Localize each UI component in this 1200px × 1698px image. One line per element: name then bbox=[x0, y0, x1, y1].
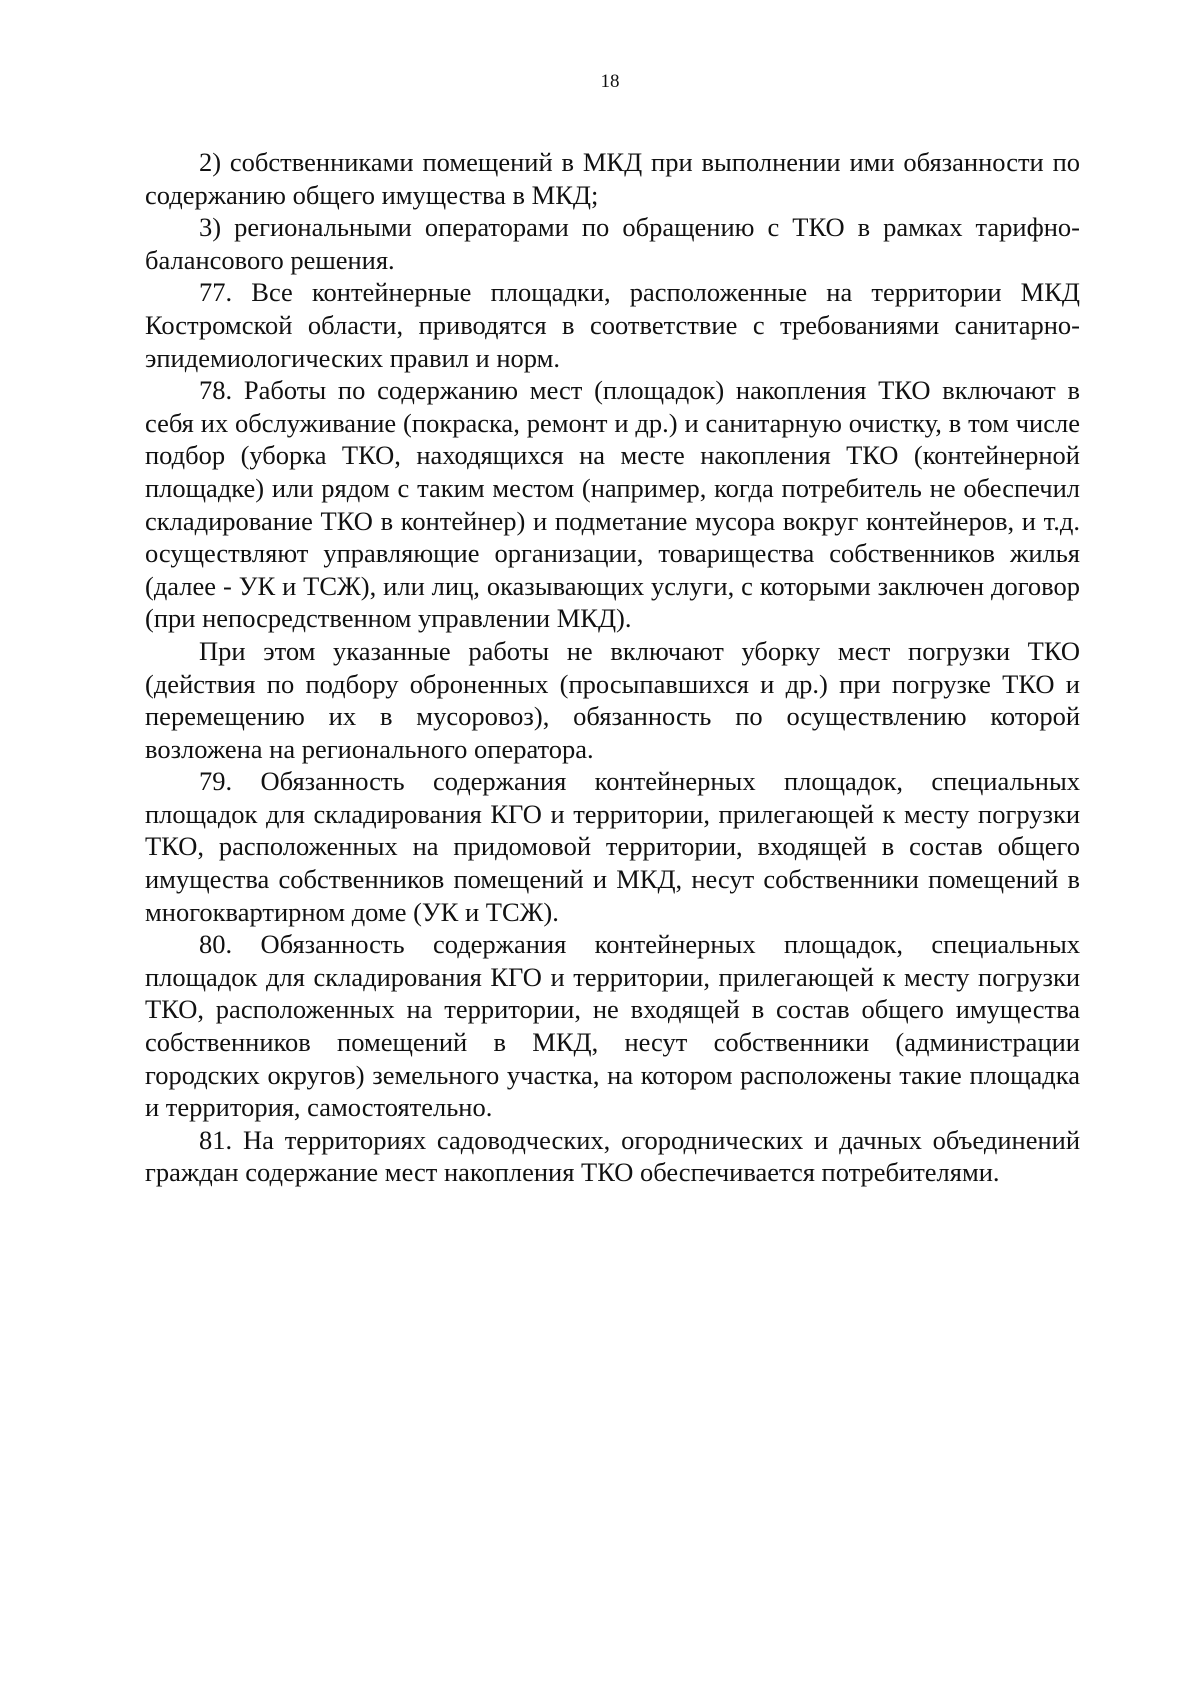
document-body bbox=[145, 146, 1080, 1189]
paragraph-78-continuation: При этом указанные работы не включают уборку мест погрузки ТКО (действия по подбору оброненных (просыпавшихся и др.) при погрузке ТКО и перемещению их в мусоровоз), обязанность по осуществлению которой возложена на регионального оператора. bbox=[145, 635, 1080, 764]
paragraph-item-2: 2) собственниками помещений в МКД при выполнении ими обязанности по содержанию общего имущества в МКД; bbox=[145, 147, 1080, 210]
paragraph-80: 80. Обязанность содержания контейнерных площадок, специальных площадок для складирования КГО и территории, прилегающей к месту погрузки ТКО, расположенных на территории, не входящей в состав общего имущества собственников помещений в МКД, несут собственники (администрации городских округов) земельного участка, на котором расположены такие площадка и территория, самостоятельно. bbox=[145, 929, 1080, 1123]
paragraph-81: 81. На территориях садоводческих, огороднических и дачных объединений граждан содержание мест накопления ТКО обеспечивается потребителями. bbox=[145, 1124, 1080, 1188]
paragraph-item-3: 3) региональными операторами по обращению с ТКО в рамках тарифно-балансового решения. bbox=[145, 212, 1080, 275]
paragraph-79: 79. Обязанность содержания контейнерных площадок, специальных площадок для складирования КГО и территории, прилегающей к месту погрузки ТКО, расположенных на придомовой территории, входящей в состав общего имущества собственников помещений и МКД, несут собственники помещений в многоквартирном доме (УК и ТСЖ). bbox=[145, 766, 1080, 927]
paragraph-78: 78. Работы по содержанию мест (площадок) накопления ТКО включают в себя их обслуживание (покраска, ремонт и др.) и санитарную очистку, в том числе подбор (уборка ТКО, находящихся на месте накопления ТКО (контейнерной площадке) или рядом с таким местом (например, когда потребитель не обеспечил складирование ТКО в контейнер) и подметание мусора вокруг контейнеров, и т.д. осуществляют управляющие организации, товарищества собственников жилья (далее - УК и ТСЖ), или лиц, оказывающих услуги, с которыми заключен договор (при непосредственном управлении МКД). bbox=[145, 375, 1080, 634]
page-number: 18 bbox=[600, 71, 620, 92]
paragraph-77: 77. Все контейнерные площадки, расположенные на территории МКД Костромской области, приводятся в соответствие с требованиями санитарно-эпидемиологических правил и норм. bbox=[145, 277, 1080, 373]
